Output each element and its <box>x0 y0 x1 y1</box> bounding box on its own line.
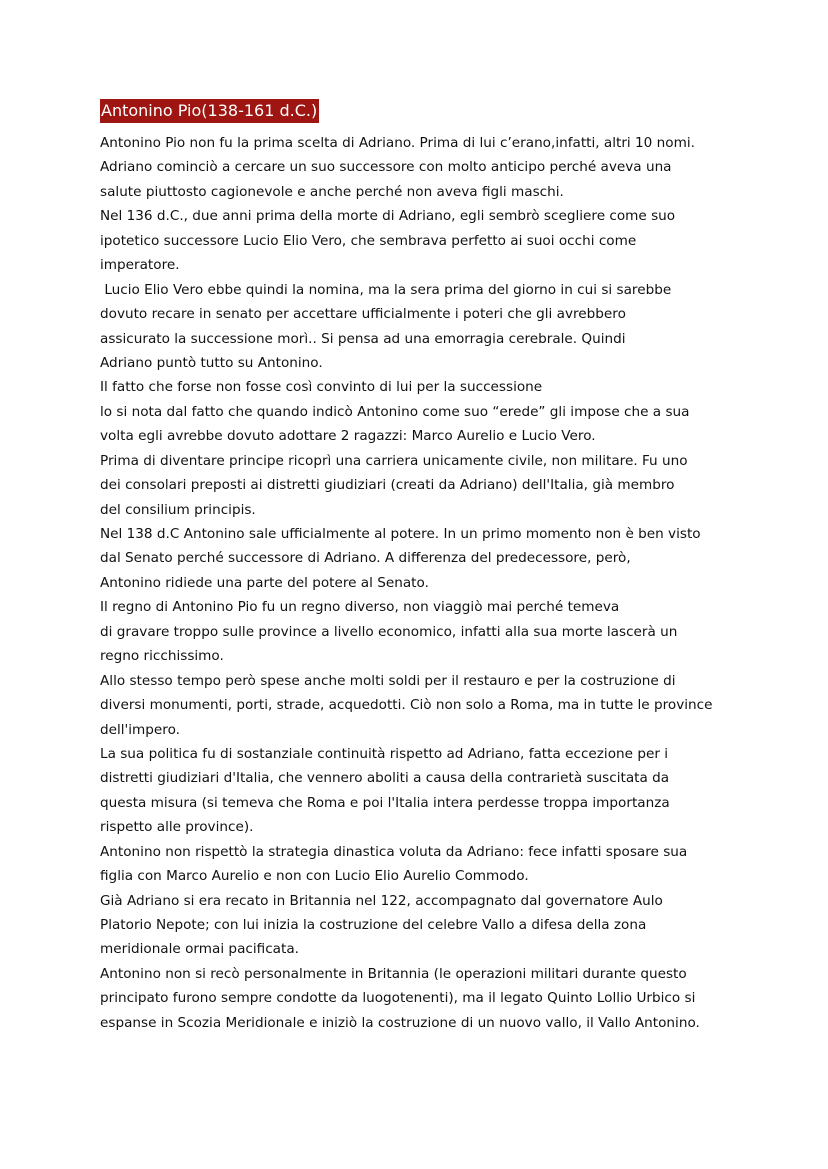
text-line: dovuto recare in senato per accettare ufficialmente i poteri che gli avrebbero <box>100 306 626 323</box>
text-line: Prima di diventare principe ricoprì una carriera unicamente civile, non militare. Fu uno <box>100 452 688 469</box>
text-line: Il fatto che forse non fosse così convinto di lui per la successione <box>100 379 543 396</box>
text-line: Nel 138 d.C Antonino sale ufficialmente al potere. In un primo momento non è ben visto <box>100 526 701 542</box>
text-line: regno ricchissimo. <box>100 648 224 665</box>
text-line: figlia con Marco Aurelio e non con Lucio Elio Aurelio Commodo. <box>100 868 529 885</box>
text-line: del consilium principis. <box>100 501 256 518</box>
document-title: Antonino Pio(138-161 d.C.) <box>100 99 319 123</box>
text-line: meridionale ormai pacificata. <box>100 941 299 958</box>
text-line: distretti giudiziari d'Italia, che vennero aboliti a causa della contrarietà suscitata da <box>100 770 670 787</box>
text-line: Adriano puntò tutto su Antonino. <box>100 354 323 371</box>
text-line: Lucio Elio Vero ebbe quindi la nomina, ma la sera prima del giorno in cui si sarebbe <box>100 281 672 298</box>
text-line: questa misura (si temeva che Roma e poi l'Italia intera perdesse troppa importanza <box>100 794 670 811</box>
text-line: Platorio Nepote; con lui inizia la costruzione del celebre Vallo a difesa della zona <box>100 917 647 933</box>
text-line: Antonino ridiede una parte del potere al Senato. <box>100 574 429 591</box>
text-line: La sua politica fu di sostanziale continuità rispetto ad Adriano, fatta eccezione per i <box>100 745 669 762</box>
document-body <box>100 131 740 1035</box>
text-line: salute piuttosto cagionevole e anche perché non aveva figli maschi. <box>100 183 564 200</box>
text-line: principato furono sempre condotte da luogotenenti), ma il legato Quinto Lollio Urbico si <box>100 990 696 1007</box>
text-line: diversi monumenti, porti, strade, acquedotti. Ciò non solo a Roma, ma in tutte le province <box>100 697 713 714</box>
text-line: assicurato la successione morì.. Si pensa ad una emorragia cerebrale. Quindi <box>100 330 626 347</box>
text-line: Il regno di Antonino Pio fu un regno diverso, non viaggiò mai perché temeva <box>100 599 620 616</box>
text-line: imperatore. <box>100 257 180 274</box>
text-line: volta egli avrebbe dovuto adottare 2 ragazzi: Marco Aurelio e Lucio Vero. <box>100 428 596 445</box>
text-line: rispetto alle province). <box>100 819 254 836</box>
text-line: Antonino Pio non fu la prima scelta di Adriano. Prima di lui c’erano,infatti, altri 10 nomi. <box>100 135 695 151</box>
text-line: Nel 136 d.C., due anni prima della morte di Adriano, egli sembrò scegliere come suo <box>100 208 676 225</box>
text-line: dal Senato perché successore di Adriano. A differenza del predecessore, però, <box>100 550 631 567</box>
text-line: espanse in Scozia Meridionale e iniziò la costruzione di un nuovo vallo, il Vallo Antonino. <box>100 1014 700 1031</box>
text-line: Antonino non rispettò la strategia dinastica voluta da Adriano: fece infatti sposare sua <box>100 843 688 860</box>
text-line: Adriano cominciò a cercare un suo successore con molto anticipo perché aveva una <box>100 159 672 176</box>
text-line: Antonino non si recò personalmente in Britannia (le operazioni militari durante questo <box>100 965 687 982</box>
text-line: Già Adriano si era recato in Britannia nel 122, accompagnato dal governatore Aulo <box>100 892 663 909</box>
text-line: dell'impero. <box>100 721 180 738</box>
text-line: lo si nota dal fatto che quando indicò Antonino come suo “erede” gli impose che a sua <box>100 403 690 420</box>
text-line: Allo stesso tempo però spese anche molti soldi per il restauro e per la costruzione di <box>100 672 676 689</box>
text-line: dei consolari preposti ai distretti giudiziari (creati da Adriano) dell'Italia, già membro <box>100 477 675 494</box>
text-line: di gravare troppo sulle province a livello economico, infatti alla sua morte lascerà un <box>100 623 678 640</box>
text-line: ipotetico successore Lucio Elio Vero, che sembrava perfetto ai suoi occhi come <box>100 232 637 249</box>
